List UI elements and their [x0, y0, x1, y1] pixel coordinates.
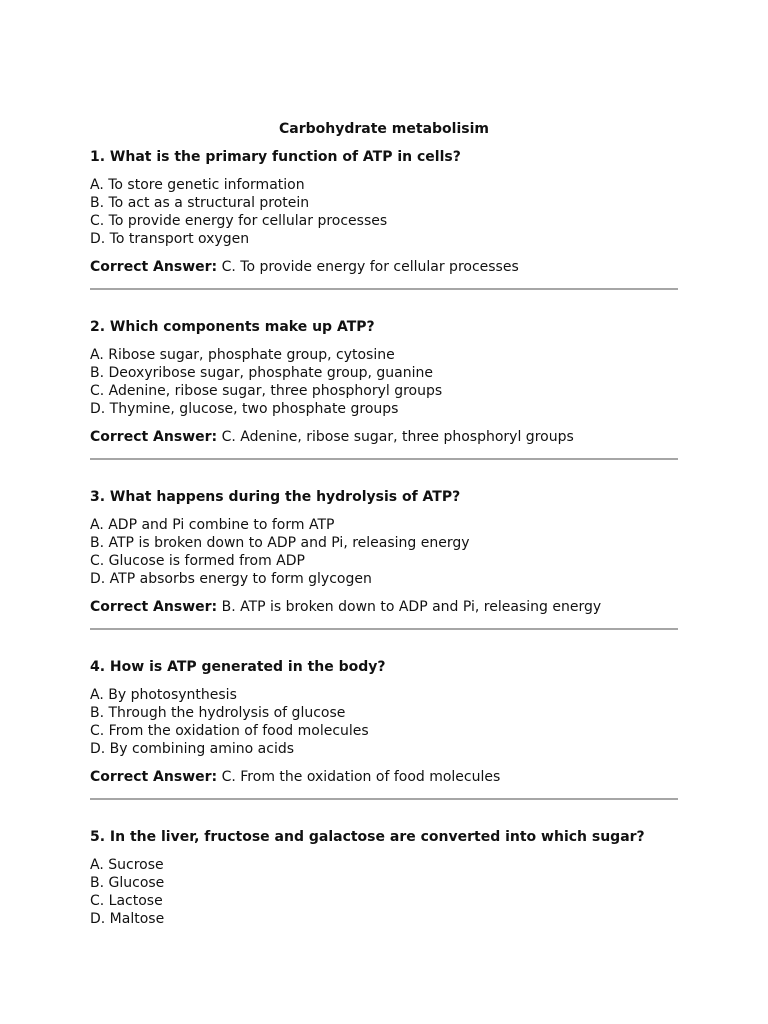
correct-answer	[90, 768, 678, 786]
option-item: B. Through the hydrolysis of glucose	[90, 705, 346, 721]
option-item: A. By photosynthesis	[90, 687, 237, 703]
correct-answer-label: Correct Answer:	[90, 429, 218, 445]
option-item: C. From the oxidation of food molecules	[90, 723, 369, 739]
option-item: D. By combining amino acids	[90, 741, 295, 757]
document-title: Carbohydrate metabolisim	[279, 121, 489, 137]
section-divider	[90, 288, 678, 290]
section-divider	[90, 628, 678, 630]
option-item: A. To store genetic information	[90, 177, 305, 193]
question-block	[90, 148, 678, 290]
question-text: 3. What happens during the hydrolysis of ATP?	[90, 489, 461, 505]
correct-answer	[90, 598, 678, 616]
option-item: D. ATP absorbs energy to form glycogen	[90, 571, 372, 587]
option-list	[90, 856, 678, 928]
question-block	[90, 658, 678, 800]
option-item: B. To act as a structural protein	[90, 195, 310, 211]
correct-answer	[90, 258, 678, 276]
correct-answer-value: C. Adenine, ribose sugar, three phosphoryl groups	[221, 429, 574, 445]
question-block	[90, 318, 678, 460]
option-item: C. Lactose	[90, 893, 163, 909]
correct-answer-value: C. From the oxidation of food molecules	[221, 769, 501, 785]
question-list	[90, 148, 678, 928]
option-item: C. To provide energy for cellular processes	[90, 213, 388, 229]
option-item: B. Deoxyribose sugar, phosphate group, guanine	[90, 365, 434, 381]
correct-answer	[90, 428, 678, 446]
question-text: 4. How is ATP generated in the body?	[90, 659, 386, 675]
option-item: A. Ribose sugar, phosphate group, cytosine	[90, 347, 395, 363]
question-text: 1. What is the primary function of ATP in cells?	[90, 149, 461, 165]
question-block	[90, 828, 678, 928]
option-list	[90, 176, 678, 248]
question-block	[90, 488, 678, 630]
question-text: 2. Which components make up ATP?	[90, 319, 375, 335]
option-list	[90, 516, 678, 588]
correct-answer-label: Correct Answer:	[90, 769, 218, 785]
correct-answer-value: B. ATP is broken down to ADP and Pi, releasing energy	[221, 599, 602, 615]
option-list	[90, 686, 678, 758]
correct-answer-label: Correct Answer:	[90, 259, 218, 275]
section-divider	[90, 798, 678, 800]
correct-answer-label: Correct Answer:	[90, 599, 218, 615]
option-item: A. ADP and Pi combine to form ATP	[90, 517, 335, 533]
option-item: B. ATP is broken down to ADP and Pi, releasing energy	[90, 535, 470, 551]
option-item: C. Glucose is formed from ADP	[90, 553, 305, 569]
option-item: B. Glucose	[90, 875, 165, 891]
option-item: C. Adenine, ribose sugar, three phosphoryl groups	[90, 383, 443, 399]
option-item: D. Maltose	[90, 911, 165, 927]
option-item: D. Thymine, glucose, two phosphate groups	[90, 401, 399, 417]
section-divider	[90, 458, 678, 460]
option-item: D. To transport oxygen	[90, 231, 250, 247]
correct-answer-value: C. To provide energy for cellular processes	[221, 259, 519, 275]
question-text: 5. In the liver, fructose and galactose are converted into which sugar?	[90, 829, 645, 845]
option-item: A. Sucrose	[90, 857, 164, 873]
option-list	[90, 346, 678, 418]
